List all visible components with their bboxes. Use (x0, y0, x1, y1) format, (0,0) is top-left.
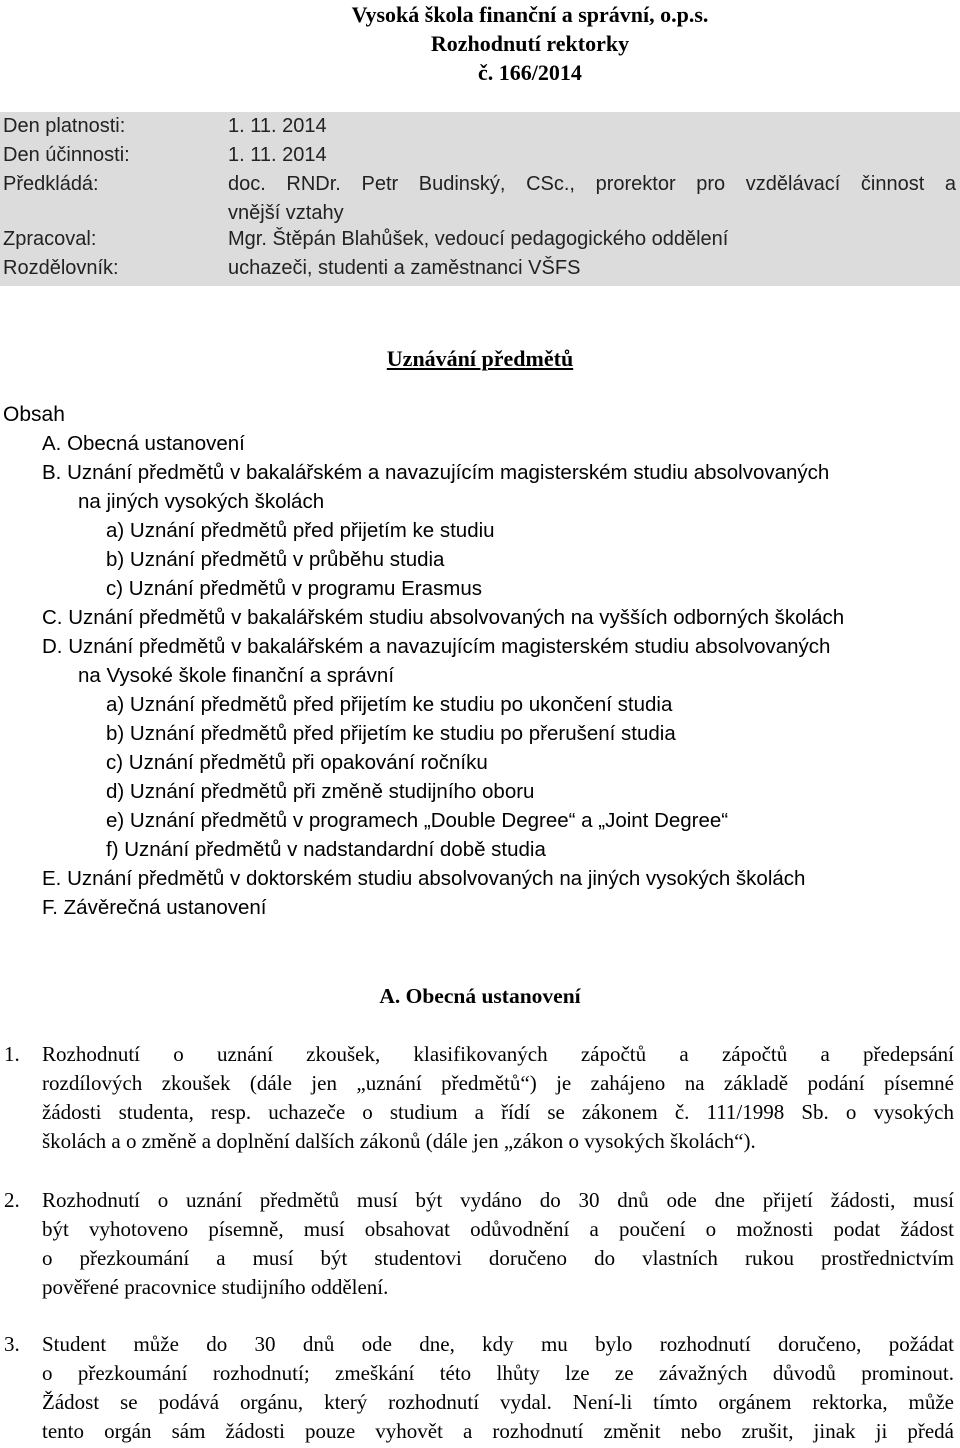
info-value: Mgr. Štěpán Blahůšek, vedoucí pedagogického oddělení (228, 228, 729, 250)
document-info-box (0, 112, 960, 286)
toc-item-continuation: na Vysoké škole finanční a správní (78, 664, 395, 687)
toc-subitem: b) Uznání předmětů v průběhu studia (106, 548, 445, 571)
toc-subitem: e) Uznání předmětů v programech „Double Degree“ a „Joint Degree“ (106, 809, 729, 832)
toc-item: D. Uznání předmětů v bakalářském a navazujícím magisterském studiu absolvovaných (42, 635, 831, 658)
paragraph-number: 2. (4, 1188, 20, 1212)
paragraph-line: o přezkoumání a musí být studentovi doručeno do vlastních rukou prostřednictvím (42, 1246, 954, 1270)
info-value: uchazeči, studenti a zaměstnanci VŠFS (228, 257, 581, 279)
toc-subitem: b) Uznání předmětů před přijetím ke studiu po přerušení studia (106, 722, 676, 745)
paragraph-number: 1. (4, 1042, 20, 1066)
toc-item-continuation: na jiných vysokých školách (78, 490, 325, 513)
paragraph-number: 3. (4, 1332, 20, 1356)
paragraph-line: tento orgán sám žádosti pouze vyhovět a rozhodnutí změnit nebo zrušit, jinak ji předá (42, 1419, 954, 1443)
section-heading: A. Obecná ustanovení (379, 984, 581, 1008)
paragraph-line: Žádost se podává orgánu, který rozhodnutí vydal. Není-li tímto orgánem rektorka, může (42, 1390, 954, 1414)
document-header (0, 0, 960, 88)
paragraph-line: rozdílových zkoušek (dále jen „uznání předmětů“) je zahájeno na základě podání písemné (42, 1071, 954, 1095)
paragraph-line: žádosti studenta, resp. uchazeče o studium a řídí se zákonem č. 111/1998 Sb. o vysokých (42, 1100, 954, 1124)
paragraph-line: školách a o změně a doplnění dalších zákonů (dále jen „zákon o vysokých školách“). (42, 1129, 756, 1153)
toc-subitem: c) Uznání předmětů při opakování ročníku (106, 751, 488, 774)
info-label: Rozdělovník: (3, 257, 119, 279)
document-type: Rozhodnutí rektorky (430, 31, 630, 56)
toc-heading: Obsah (3, 403, 65, 426)
info-value: doc. RNDr. Petr Budinský, CSc., prorektor pro vzdělávací činnost a (228, 173, 956, 195)
info-label: Den účinnosti: (3, 144, 130, 166)
paragraph-line: Rozhodnutí o uznání zkoušek, klasifikovaných zápočtů a zápočtů a předepsání (42, 1042, 954, 1066)
paragraph-line: Student může do 30 dnů ode dne, kdy mu bylo rozhodnutí doručeno, požádat (42, 1332, 954, 1356)
toc-item: E. Uznání předmětů v doktorském studiu absolvovaných na jiných vysokých školách (42, 867, 806, 890)
document-number: č. 166/2014 (478, 60, 582, 85)
toc-item: B. Uznání předmětů v bakalářském a navazujícím magisterském studiu absolvovaných (42, 461, 830, 484)
toc-item: F. Závěrečná ustanovení (42, 896, 267, 919)
toc-subitem: a) Uznání předmětů před přijetím ke studiu (106, 519, 495, 542)
document-title: Uznávání předmětů (386, 346, 574, 371)
info-label: Den platnosti: (3, 115, 126, 137)
institution-name: Vysoká škola finanční a správní, o.p.s. (351, 2, 709, 27)
info-label: Předkládá: (3, 173, 99, 195)
paragraph-line: Rozhodnutí o uznání předmětů musí být vydáno do 30 dnů ode dne přijetí žádosti, musí (42, 1188, 954, 1212)
info-value: 1. 11. 2014 (228, 115, 327, 137)
toc-subitem: a) Uznání předmětů před přijetím ke studiu po ukončení studia (106, 693, 673, 716)
info-value: 1. 11. 2014 (228, 144, 327, 166)
toc-subitem: d) Uznání předmětů při změně studijního oboru (106, 780, 535, 803)
toc-item: C. Uznání předmětů v bakalářském studiu absolvovaných na vyšších odborných školách (42, 606, 845, 629)
paragraph-line: být vyhotoveno písemně, musí obsahovat odůvodnění a poučení o možnosti podat žádost (42, 1217, 954, 1241)
toc-item: A. Obecná ustanovení (42, 432, 245, 455)
paragraph-line: pověřené pracovnice studijního oddělení. (42, 1275, 389, 1299)
info-value: vnější vztahy (228, 202, 344, 224)
toc-subitem: c) Uznání předmětů v programu Erasmus (106, 577, 482, 600)
paragraph-line: o přezkoumání rozhodnutí; zmeškání této lhůty lze ze závažných důvodů prominout. (42, 1361, 954, 1385)
info-label: Zpracoval: (3, 228, 97, 250)
toc-subitem: f) Uznání předmětů v nadstandardní době studia (106, 838, 546, 861)
